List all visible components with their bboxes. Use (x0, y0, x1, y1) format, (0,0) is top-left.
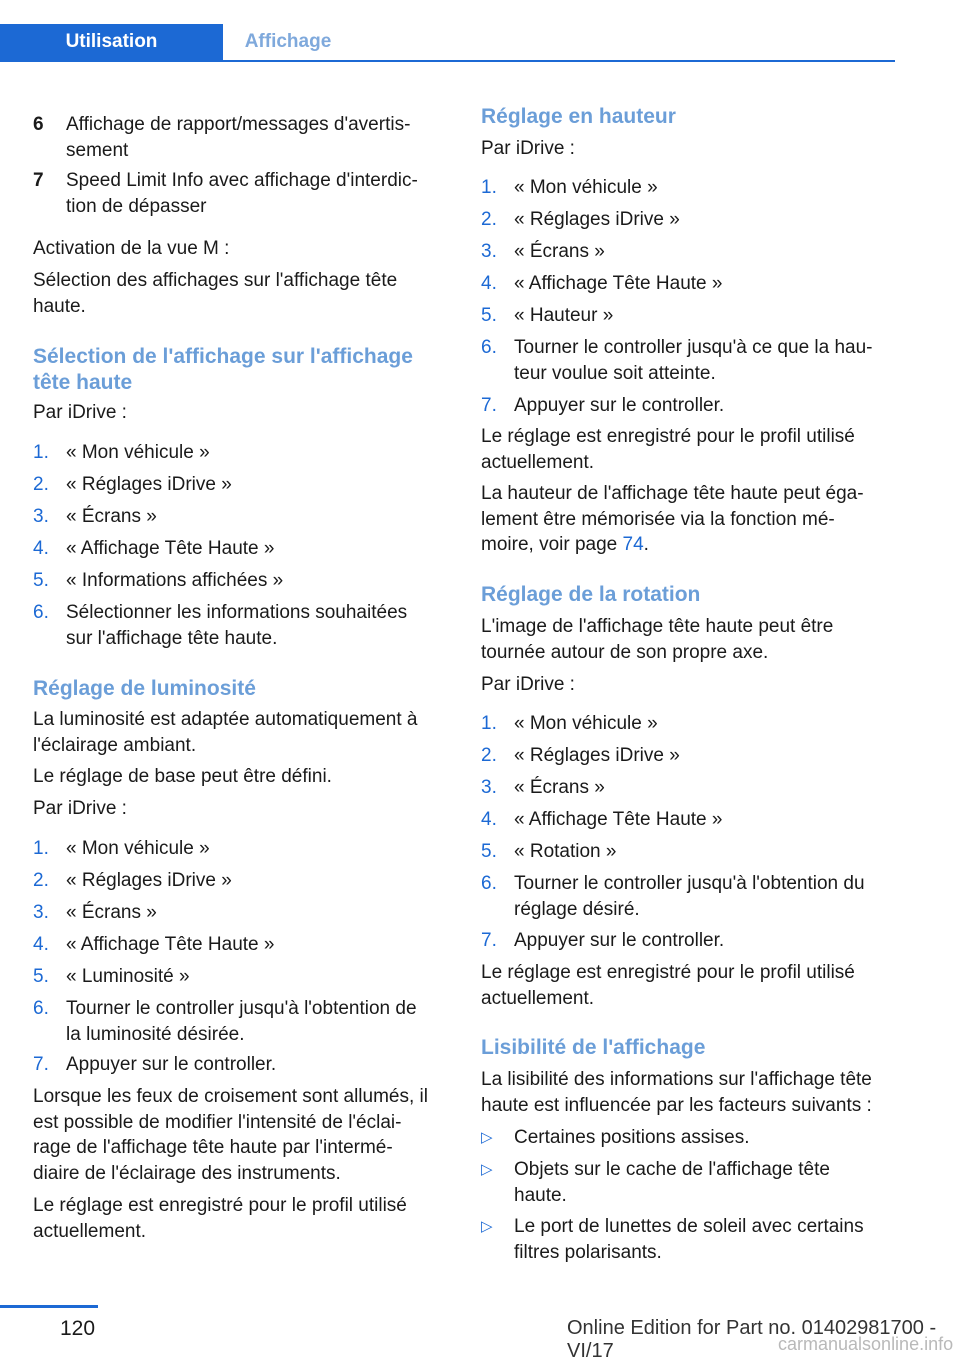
section-heading: Réglage de luminosité (33, 677, 256, 700)
triangle-bullet-icon: ▷ (481, 1161, 493, 1178)
paragraph-end: . (643, 534, 649, 555)
paragraph: Par iDrive : (33, 402, 127, 423)
step-text: « Mon véhicule » (66, 838, 210, 859)
paragraph: Lorsque les feux de croisement sont allumés, il est possible de modifier l'intensité de l'éclai- rage de l'affichage tête haute par l'intermé- diaire de l'éclairage des instruments. (33, 1086, 428, 1184)
paragraph: Le réglage est enregistré pour le profil utilisé actuellement. (481, 962, 855, 1009)
step-text: « Écrans » (514, 777, 605, 798)
paragraph: Activation de la vue M : (33, 238, 230, 259)
paragraph: La luminosité est adaptée automatiquement à l'éclairage ambiant. (33, 709, 418, 756)
step-text: « Informations affichées » (66, 570, 284, 591)
step-number: 5. (481, 305, 497, 326)
step-number: 6. (33, 998, 49, 1019)
section-heading: Réglage de la rotation (481, 583, 701, 606)
step-number: 6. (33, 602, 49, 623)
paragraph: Le réglage est enregistré pour le profil utilisé actuellement. (481, 426, 855, 473)
step-number: 1. (481, 177, 497, 198)
step-number: 5. (33, 570, 49, 591)
step-number: 3. (33, 902, 49, 923)
item-text: Speed Limit Info avec affichage d'interdic- tion de dépasser (66, 170, 418, 217)
step-number: 6. (481, 873, 497, 894)
chapter-tabs (0, 24, 895, 62)
step-number: 2. (481, 745, 497, 766)
bullet-text: Certaines positions assises. (514, 1127, 750, 1148)
tab-underline (0, 60, 895, 62)
step-number: 1. (481, 713, 497, 734)
step-text: Tourner le controller jusqu'à l'obtention de la luminosité désirée. (66, 998, 417, 1045)
item-number: 7 (33, 170, 44, 191)
step-text: « Affichage Tête Haute » (514, 809, 723, 830)
paragraph: Sélection des affichages sur l'affichage tête haute. (33, 270, 398, 317)
step-number: 2. (481, 209, 497, 230)
paragraph: Par iDrive : (33, 798, 127, 819)
step-number: 7. (481, 395, 497, 416)
step-text: « Réglages iDrive » (514, 745, 680, 766)
step-number: 4. (481, 809, 497, 830)
step-number: 4. (33, 538, 49, 559)
step-text: « Écrans » (66, 506, 157, 527)
step-text: « Mon véhicule » (514, 713, 658, 734)
watermark: carmanualsonline.info (778, 1334, 954, 1354)
step-text: Appuyer sur le controller. (66, 1054, 277, 1075)
step-number: 5. (481, 841, 497, 862)
page-number: 120 (60, 1317, 96, 1340)
section-heading: Réglage en hauteur (481, 105, 676, 128)
step-number: 3. (481, 241, 497, 262)
step-text: « Luminosité » (66, 966, 190, 987)
step-text: « Écrans » (514, 241, 605, 262)
tab-affichage[interactable]: Affichage (244, 31, 332, 52)
step-text: « Hauteur » (514, 305, 614, 326)
bullet-text: Objets sur le cache de l'affichage tête haute. (514, 1159, 830, 1206)
paragraph: Par iDrive : (481, 674, 575, 695)
paragraph: Le réglage est enregistré pour le profil utilisé actuellement. (33, 1195, 407, 1242)
step-text: Tourner le controller jusqu'à ce que la hau- teur voulue soit atteinte. (514, 337, 873, 384)
item-number: 6 (33, 114, 44, 135)
step-number: 7. (33, 1054, 49, 1075)
footer-rule (0, 1305, 98, 1308)
step-number: 6. (481, 337, 497, 358)
paragraph: Par iDrive : (481, 138, 575, 159)
step-text: Appuyer sur le controller. (514, 930, 725, 951)
step-text: « Affichage Tête Haute » (66, 934, 275, 955)
triangle-bullet-icon: ▷ (481, 1218, 493, 1235)
step-text: « Mon véhicule » (66, 442, 210, 463)
step-text: « Réglages iDrive » (66, 870, 232, 891)
section-heading: Lisibilité de l'affichage (481, 1036, 706, 1059)
item-text: Affichage de rapport/messages d'avertis- sement (66, 114, 411, 161)
step-number: 7. (481, 930, 497, 951)
step-text: « Écrans » (66, 902, 157, 923)
paragraph: Le réglage de base peut être défini. (33, 766, 332, 787)
step-text: « Réglages iDrive » (514, 209, 680, 230)
step-number: 1. (33, 442, 49, 463)
step-text: « Mon véhicule » (514, 177, 658, 198)
step-text: « Rotation » (514, 841, 617, 862)
step-text: « Réglages iDrive » (66, 474, 232, 495)
step-text: Appuyer sur le controller. (514, 395, 725, 416)
step-number: 2. (33, 474, 49, 495)
step-text: Sélectionner les informations souhaitées sur l'affichage tête haute. (66, 602, 408, 649)
paragraph (481, 481, 896, 558)
section-heading: Sélection de l'affichage sur l'affichage tête haute (33, 345, 413, 394)
tab-utilisation[interactable]: Utilisation (0, 24, 223, 60)
paragraph: La lisibilité des informations sur l'affichage tête haute est influencée par les facteurs suivants : (481, 1069, 872, 1116)
paragraph-text: La hauteur de l'affichage tête haute peut éga- lement être mémorisée via la fonction mé- moire, voir page (481, 483, 864, 555)
bullet-text: Le port de lunettes de soleil avec certains filtres polarisants. (514, 1216, 864, 1263)
step-number: 1. (33, 838, 49, 859)
step-number: 3. (33, 506, 49, 527)
edition-text: Online Edition for Part no. 01402981700 - VI/17 (567, 1317, 937, 1362)
page-link[interactable]: 74 (622, 534, 644, 555)
step-number: 4. (33, 934, 49, 955)
triangle-bullet-icon: ▷ (481, 1129, 493, 1146)
paragraph: L'image de l'affichage tête haute peut être tournée autour de son propre axe. (481, 616, 834, 663)
step-text: Tourner le controller jusqu'à l'obtention du réglage désiré. (514, 873, 865, 920)
step-text: « Affichage Tête Haute » (66, 538, 275, 559)
step-text: « Affichage Tête Haute » (514, 273, 723, 294)
step-number: 3. (481, 777, 497, 798)
step-number: 2. (33, 870, 49, 891)
step-number: 5. (33, 966, 49, 987)
step-number: 4. (481, 273, 497, 294)
